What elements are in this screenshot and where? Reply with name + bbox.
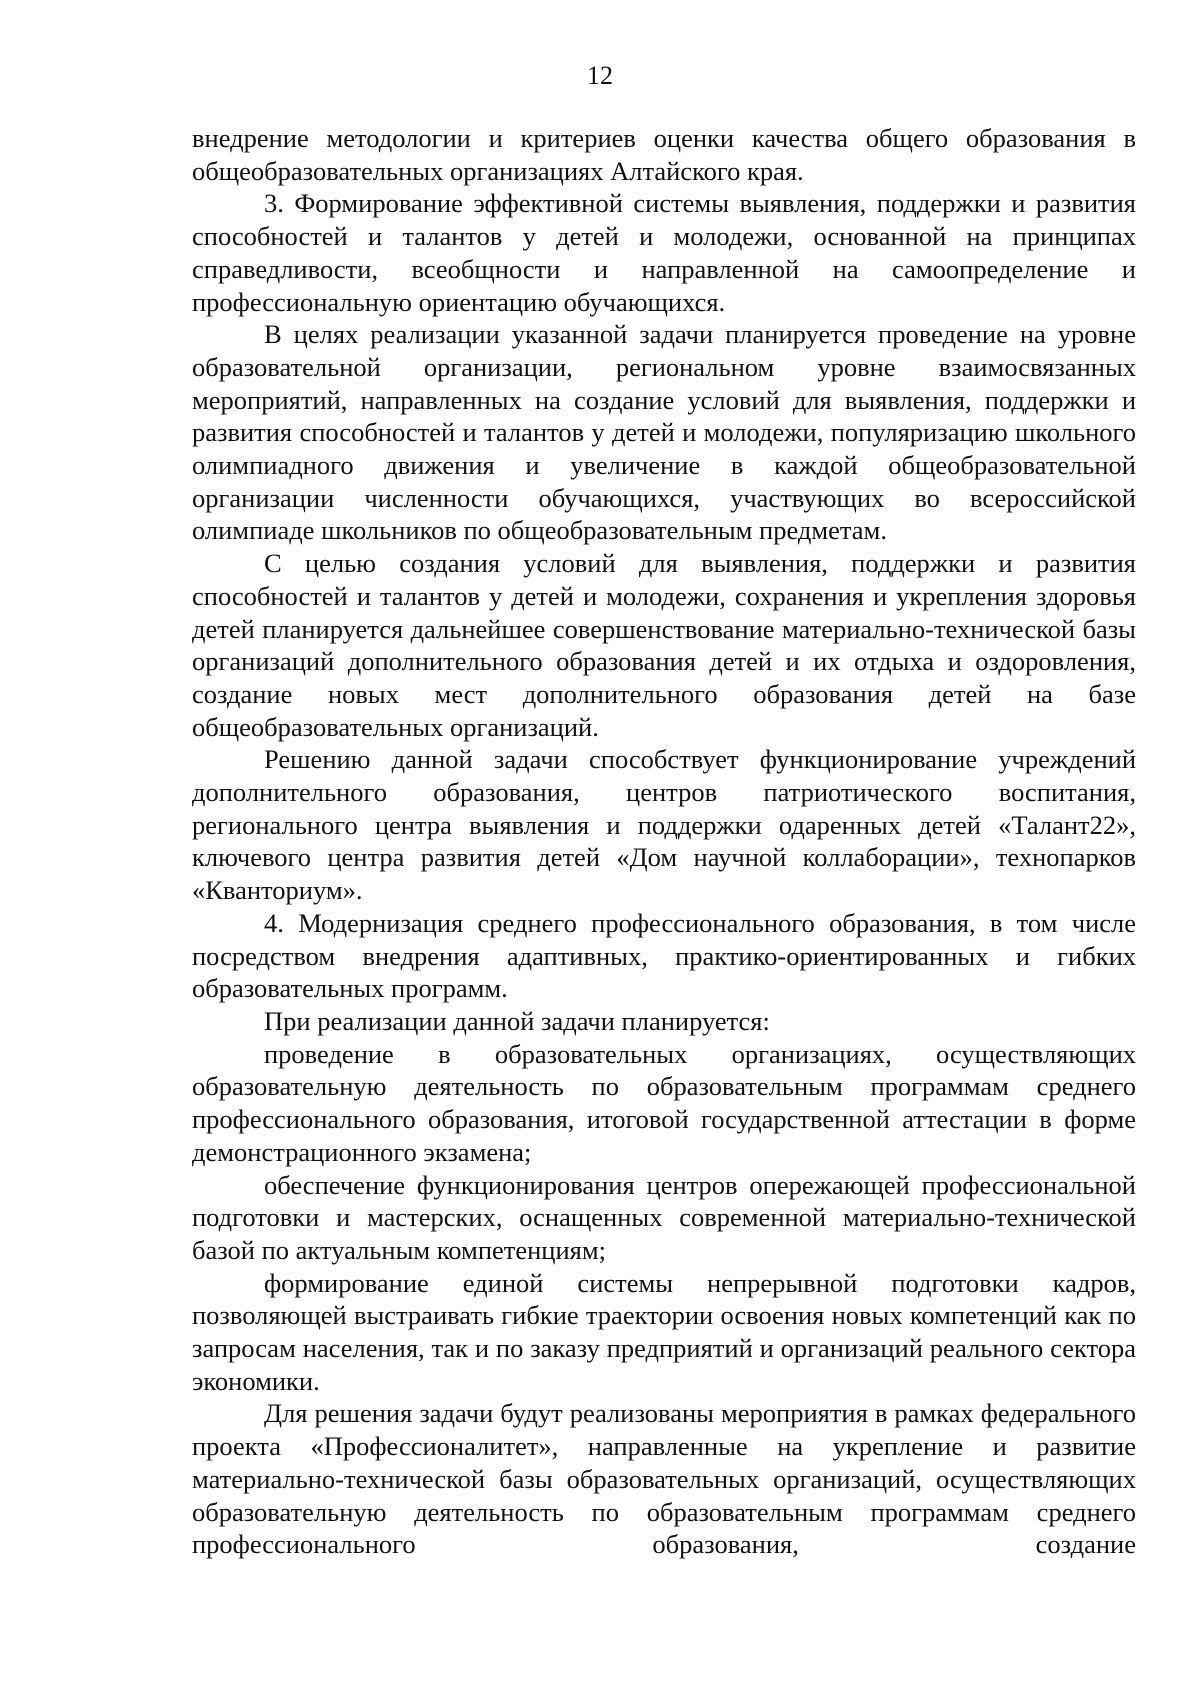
document-body [192,122,1136,1561]
paragraph-6: 4. Модернизация среднего профессионального образования, в том числе посредством внедрения адаптивных, практико-ориентированных и гибких образовательных программ. [192,907,1136,1004]
paragraph-10: формирование единой системы непрерывной подготовки кадров, позволяющей выстраивать гибкие траектории освоения новых компетенций как по запросам населения, так и по заказу предприятий и организаций реального сектора экономики. [192,1267,1136,1396]
paragraph-1: внедрение методологии и критериев оценки качества общего образования в общеобразовательных организациях Алтайского края. [192,123,1136,186]
paragraph-8: проведение в образовательных организациях, осуществляющих образовательную деятельность по образовательным программам среднего профессионального образования, итоговой государственной аттестации в форме демонстрационного экзамена; [192,1038,1136,1167]
paragraph-7: При реализации данной задачи планируется: [264,1005,770,1036]
paragraph-11: Для решения задачи будут реализованы мероприятия в рамках федерального проекта «Профессионалитет», направленные на укрепление и развитие материально-технической базы образовательных организаций, осуществляющих образовательную деятельность по образовательным программам среднего профессионального образования, создание [192,1398,1136,1560]
paragraph-4: С целью создания условий для выявления, поддержки и развития способностей и талантов у детей и молодежи, сохранения и укрепления здоровья детей планируется дальнейшее совершенствование материально-технической базы организаций дополнительного образования детей и их отдыха и оздоровления, создание новых мест дополнительного образования детей на базе общеобразовательных организаций. [192,548,1136,742]
paragraph-2: 3. Формирование эффективной системы выявления, поддержки и развития способностей и талантов у детей и молодежи, основанной на принципах справедливости, всеобщности и направленной на самоопределение и профессиональную ориентацию обучающихся. [192,188,1136,317]
paragraph-5: Решению данной задачи способствует функционирование учреждений дополнительного образования, центров патриотического воспитания, регионального центра выявления и поддержки одаренных детей «Талант22», ключевого центра развития детей «Дом научной коллаборации», технопарков «Кванториум». [192,744,1136,906]
paragraph-3: В целях реализации указанной задачи планируется проведение на уровне образовательной организации, региональном уровне взаимосвязанных мероприятий, направленных на создание условий для выявления, поддержки и развития способностей и талантов у детей и молодежи, популяризацию школьного олимпиадного движения и увеличение в каждой общеобразовательной организации численности обучающихся, участвующих во всероссийской олимпиаде школьников по общеобразовательным предметам. [192,319,1136,546]
paragraph-9: обеспечение функционирования центров опережающей профессиональной подготовки и мастерских, оснащенных современной материально-технической базой по актуальным компетенциям; [192,1169,1136,1265]
page-number: 12 [587,61,613,90]
